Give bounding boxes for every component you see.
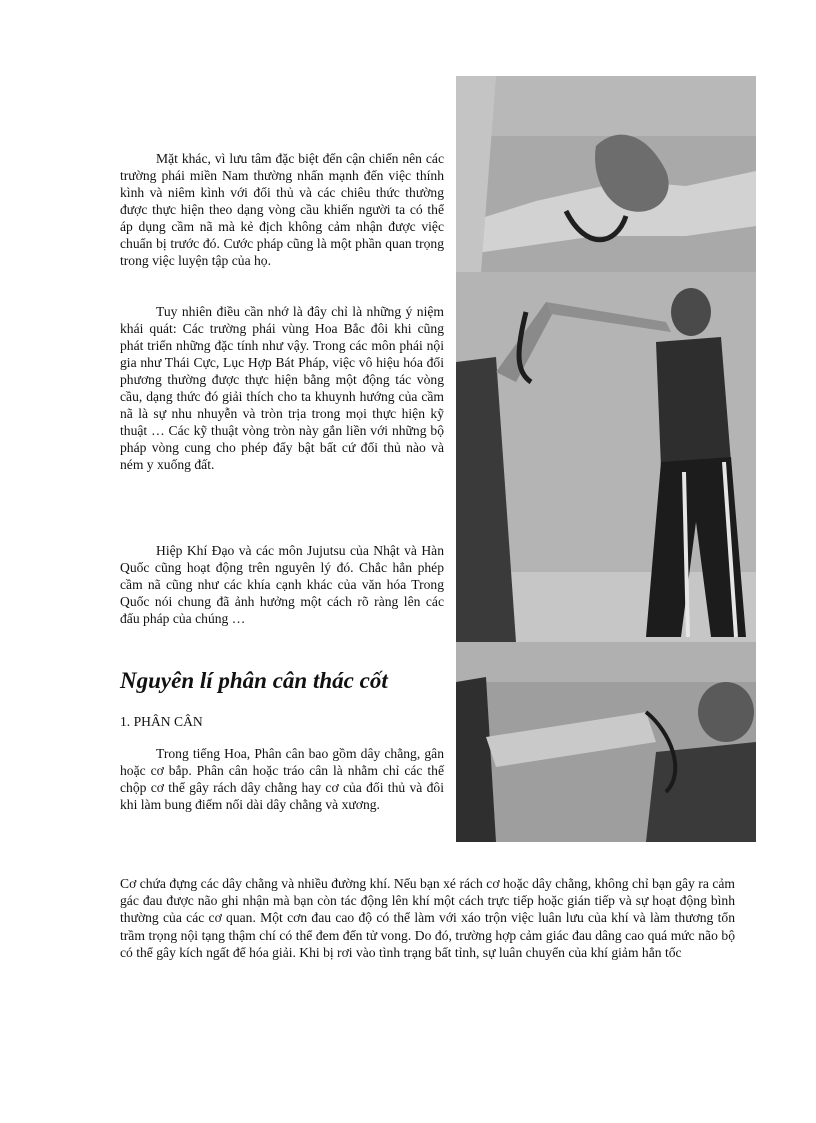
section-heading: Nguyên lí phân cân thác cốt <box>120 668 388 693</box>
photo-standing-figures <box>456 272 756 642</box>
paragraph-2: Tuy nhiên điều cần nhớ là đây chỉ là những ý niệm khái quát: Các trường phái vùng Hoa Bắc đôi khi cũng phát triển những đặc tính như vậy. Trong các môn phái nội gia như Thái Cực, Lục Hợp Bát Pháp, việc vô hiệu hóa đối phương thường được thực hiện bằng một động tác vòng cầu, dạng thức đó giải thích cho ta khuynh hướng của cầm nã là sự nhu nhuyễn và tròn trịa trong mọi thực hiện kỹ thuật … Các kỹ thuật vòng tròn này gắn liền với những bộ pháp vòng cung cho phép đẩy bật bất cứ đối thủ nào và ném y xuống đất. <box>120 304 444 472</box>
photo-wrist-grab <box>456 76 756 272</box>
photo-wrist-lock <box>456 642 756 842</box>
paragraph-5: Cơ chứa đựng các dây chằng và nhiều đường khí. Nếu bạn xé rách cơ hoặc dây chằng, không chỉ bạn gây ra cảm gác đau được não ghi nhận mà bạn còn tác động lên khí một cách trực tiếp hoặc gián tiếp và sự hoạt động bình thường của các cơ quan. Một cơn đau cao độ có thể làm với xáo trộn việc luân lưu của khí và làm thương tổn trầm trọng nội tạng thậm chí có thể đem đến tử vong. Do đó, trường hợp cảm giác đau dâng cao quá mức não bộ có thể gây kích ngất để hóa giải. Khi bị rơi vào tình trạng bất tỉnh, sự luân chuyển của khí giảm hẳn tốc <box>120 876 735 960</box>
paragraph-4: Trong tiếng Hoa, Phân cân bao gồm dây chằng, gân hoặc cơ bắp. Phân cân hoặc tráo cân là nhằm chỉ các thế chộp cơ thể gây rách dây chằng hay cơ của đối thủ và đôi khi làm bung điểm nối dài dây chằng và xương. <box>120 746 444 812</box>
paragraph-3: Hiệp Khí Đạo và các môn Jujutsu của Nhật và Hàn Quốc cũng hoạt động trên nguyên lý đó. Chắc hẳn phép cầm nã cũng như các khía cạnh khác của văn hóa Trong Quốc nói chung đã ảnh hưởng một cách rõ ràng lên các đấu pháp của chúng … <box>120 543 444 626</box>
paragraph-1: Mặt khác, vì lưu tâm đặc biệt đến cận chiến nên các trường phái miền Nam thường nhấn mạnh đến việc thính kình và niêm kình với đối thủ và các chiêu thức thường được thực hiện theo dạng vòng cầu khiến người ta có thể áp dụng cầm nã mà kẻ địch không cảm nhận được việc chuẩn bị trước đó. Cước pháp cũng là một phần quan trọng trong việc luyện tập của họ. <box>120 151 444 268</box>
section-subheading: 1. PHÂN CÂN <box>120 714 203 729</box>
